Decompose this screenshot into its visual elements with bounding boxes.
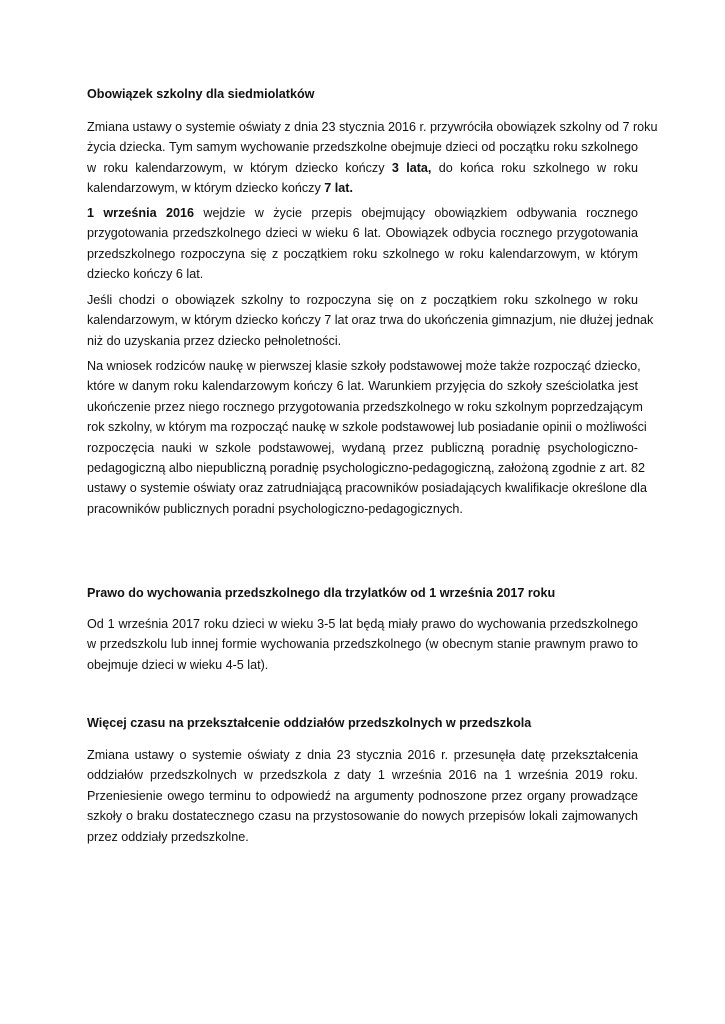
text-segment: pracowników publicznych poradni psychologiczno-pedagogicznych. — [87, 501, 463, 516]
text-line — [87, 397, 643, 417]
section-1-paragraph-3 — [87, 290, 654, 351]
text-line — [87, 223, 638, 243]
section-1-paragraph-2 — [87, 203, 638, 285]
text-line — [87, 203, 638, 223]
text-segment: rok szkolny, w którym ma rozpocząć naukę w szkole podstawowej lub posiadanie opinii o możliwości — [87, 420, 647, 435]
text-line — [87, 655, 638, 675]
text-segment: Na wniosek rodziców naukę w pierwszej klasie szkoły podstawowej może także rozpocząć dziecko, — [87, 359, 641, 373]
text-segment: do końca roku szkolnego w roku — [431, 160, 638, 175]
text-segment: przez oddziały przedszkolne. — [87, 829, 249, 844]
text-line — [87, 117, 658, 137]
text-line — [87, 827, 638, 847]
bold-text: 7 lat. — [324, 181, 353, 196]
text-segment: w roku kalendarzowym, w którym dziecko kończy — [87, 160, 392, 175]
text-segment: Przeniesienie owego terminu to odpowiedź na argumenty podnoszone przez organy prowadzące — [87, 788, 638, 803]
text-line — [87, 264, 638, 284]
text-segment: dziecko kończy 6 lat. — [87, 267, 204, 282]
text-segment: ustawy o systemie oświaty oraz zatrudniającą pracowników posiadających kwalifikacje określone dla — [87, 481, 647, 496]
text-line — [87, 310, 654, 330]
text-segment: przygotowania przedszkolnego dzieci w wieku 6 lat. Obowiązek odbycia rocznego przygotowania — [87, 226, 638, 241]
text-line — [87, 478, 647, 498]
text-line — [87, 614, 638, 634]
section-3-paragraph-1 — [87, 745, 638, 847]
text-segment: w przedszkolu lub innej formie wychowania przedszkolnego (w obecnym stanie prawnym prawo to — [87, 637, 638, 652]
text-segment: oddziałów przedszkolnych w przedszkola z daty 1 września 2016 na 1 września 2019 roku. — [87, 768, 638, 783]
text-line — [87, 786, 638, 806]
text-line — [87, 806, 638, 826]
text-line — [87, 417, 647, 437]
text-segment: przedszkolnego rozpoczyna się z początkiem roku szkolnego w roku kalendarzowym, w którym — [87, 246, 638, 261]
text-segment: życia dziecka. Tym samym wychowanie przedszkolne obejmuje dzieci od początku roku szkolnego — [87, 140, 638, 155]
text-line — [87, 499, 638, 519]
text-segment: rozpoczęcia nauki w szkole podstawowej, wydaną przez publiczną poradnię psychologiczno- — [87, 440, 638, 455]
text-segment: które w danym roku kalendarzowym kończy 6 lat. Warunkiem przyjęcia do szkoły sześciolatka jest — [87, 379, 638, 394]
text-segment: Zmiana ustawy o systemie oświaty z dnia 23 stycznia 2016 r. przesunęła datę przekształcenia — [87, 748, 638, 762]
text-segment: ukończenie przez niego rocznego przygotowania przedszkolnego w roku szkolnym poprzedzającym — [87, 399, 643, 414]
text-line — [87, 331, 638, 351]
text-line — [87, 634, 638, 654]
text-segment: szkoły o braku dostatecznego czasu na przystosowanie do nowych przepisów lokali zajmowanych — [87, 809, 638, 824]
bold-text: 3 lata, — [391, 160, 432, 175]
section-2-paragraph-1 — [87, 614, 638, 675]
text-segment: Od 1 września 2017 roku dzieci w wieku 3-5 lat będą miały prawo do wychowania przedszkolnego — [87, 617, 638, 631]
text-segment: wejdzie w życie przepis obejmujący obowiązkiem odbywania rocznego — [194, 206, 638, 220]
text-segment: Jeśli chodzi o obowiązek szkolny to rozpoczyna się on z początkiem roku szkolnego w roku — [87, 293, 638, 307]
bold-text: 1 września 2016 — [87, 206, 194, 220]
text-line — [87, 376, 638, 396]
text-line — [87, 765, 638, 785]
text-segment: niż do uzyskania przez dziecko pełnoletności. — [87, 333, 342, 348]
text-line — [87, 438, 638, 458]
text-line — [87, 137, 638, 157]
text-line — [87, 290, 638, 310]
section-3-heading: Więcej czasu na przekształcenie oddziałów przedszkolnych w przedszkola — [87, 716, 532, 730]
section-1-paragraph-4 — [87, 356, 647, 519]
text-line — [87, 158, 638, 178]
section-1-paragraph-1 — [87, 117, 658, 199]
text-line — [87, 745, 638, 765]
text-segment: Zmiana ustawy o systemie oświaty z dnia 23 stycznia 2016 r. przywróciła obowiązek szkolny od 7 roku — [87, 120, 658, 134]
text-line — [87, 458, 646, 478]
text-line — [87, 356, 641, 376]
section-2-heading: Prawo do wychowania przedszkolnego dla trzylatków od 1 września 2017 roku — [87, 586, 556, 600]
text-segment: pedagogiczną albo niepubliczną poradnię psychologiczno-pedagogiczną, założoną zgodnie z art. 82 — [87, 460, 646, 475]
text-segment: kalendarzowym, w którym dziecko kończy — [87, 181, 325, 196]
text-segment: obejmuje dzieci w wieku 4-5 lat). — [87, 657, 269, 672]
text-segment: kalendarzowym, w którym dziecko kończy 7 lat oraz trwa do ukończenia gimnazjum, nie dłużej jednak — [87, 313, 654, 328]
section-1-heading: Obowiązek szkolny dla siedmiolatków — [87, 87, 315, 101]
text-line — [87, 244, 638, 264]
text-line — [87, 178, 638, 198]
